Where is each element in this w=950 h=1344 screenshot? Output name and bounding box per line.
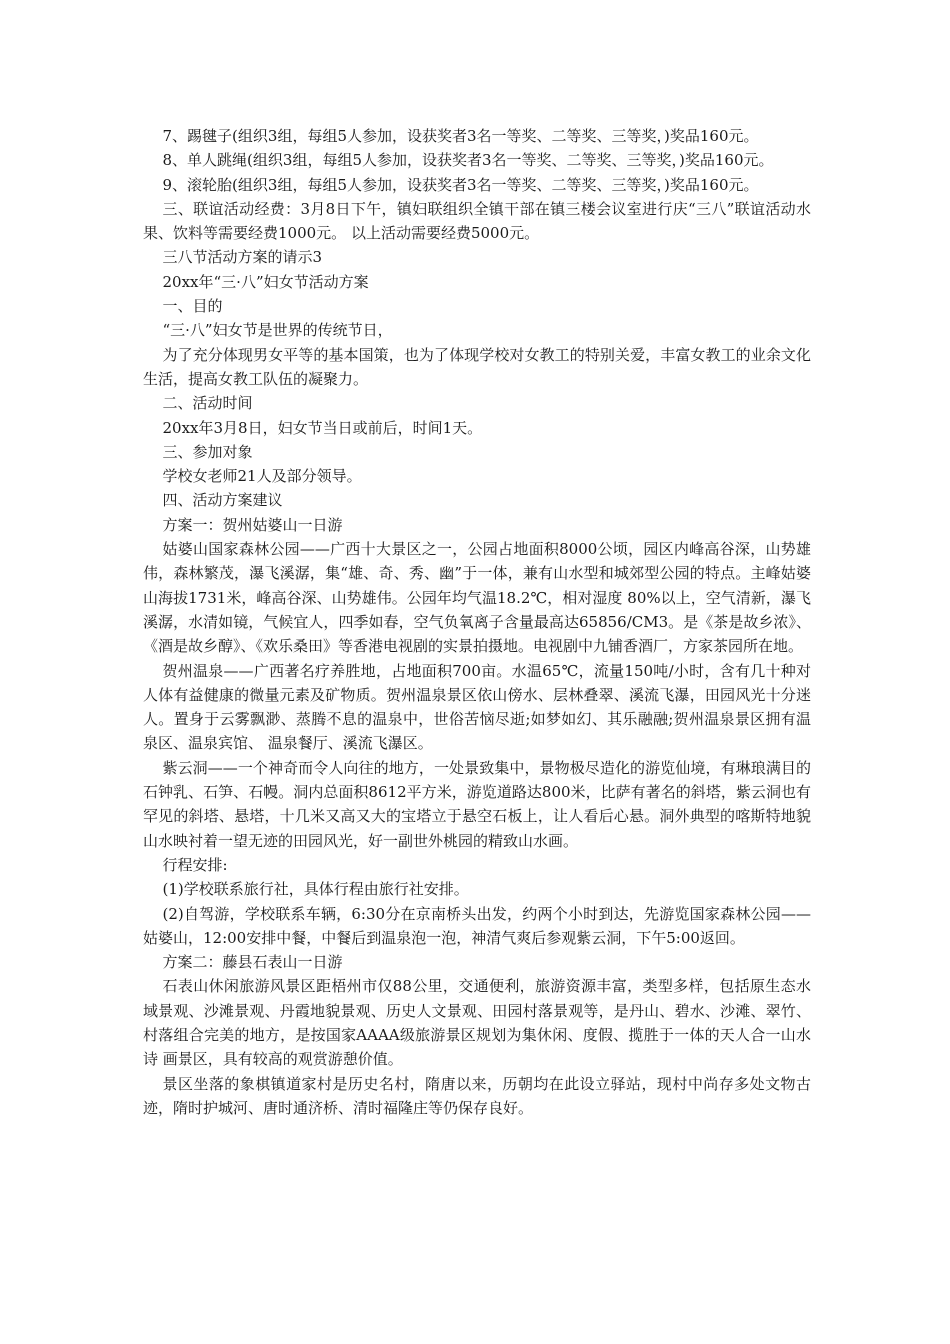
paragraph-item-9-tire-rolling: 9、滚轮胎(组织3组，每组5人参加，设获奖者3名一等奖、二等奖、三等奖，)奖品160元。 xyxy=(162,175,759,194)
section-heading-request-3: 三八节活动方案的请示3 xyxy=(162,248,323,267)
heading-purpose: 一、目的 xyxy=(162,297,223,316)
paragraph-activity-time: 20xx年3月8日，妇女节当日或前后，时间1天。 xyxy=(162,418,483,437)
paragraph-holiday-intro: “三·八”妇女节是世界的传统节日， xyxy=(162,321,393,340)
paragraph-purpose-detail: 为了充分体现男女平等的基本国策，也为了体现学校对女教工的特别关爱，丰富女教工的业余文化生活，提高女教工队伍的凝聚力。 xyxy=(143,345,811,388)
paragraph-daojia-village: 景区坐落的象棋镇道家村是历史名村，隋唐以来，历朝均在此设立驿站，现村中尚存多处文物古迹，隋时护城河、唐时通济桥、清时福隆庄等仍保存良好。 xyxy=(143,1074,811,1117)
heading-plan-two: 方案二：藤县石表山一日游 xyxy=(162,953,343,972)
heading-activity-time: 二、活动时间 xyxy=(162,394,253,413)
paragraph-item-7-jianzi: 7、踢毽子(组织3组，每组5人参加，设获奖者3名一等奖、二等奖、三等奖，)奖品160元。 xyxy=(162,127,759,145)
heading-plan-one: 方案一：贺州姑婆山一日游 xyxy=(162,515,343,534)
heading-itinerary: 行程安排: xyxy=(162,855,228,874)
paragraph-hezhou-hot-spring: 贺州温泉——广西著名疗养胜地，占地面积700亩。水温65℃，流量150吨/小时，含有几十种对人体有益健康的微量元素及矿物质。贺州温泉景区依山傍水、层林叠翠、溪流飞瀑，田园风光十分迷人。置身于云雾飘渺、蒸腾不息的温泉中，世俗苦恼尽逝;如梦如幻、其乐融融;贺州温泉景区拥有温泉区、温泉宾馆、 温泉餐厅、溪流飞瀑区。 xyxy=(143,661,811,753)
paragraph-item-8-jump-rope: 8、单人跳绳(组织3组，每组5人参加，设获奖者3名一等奖、二等奖、三等奖，)奖品160元。 xyxy=(162,151,774,170)
paragraph-participants: 学校女老师21人及部分领导。 xyxy=(162,467,362,486)
paragraph-itinerary-option-2: (2)自驾游，学校联系车辆，6:30分在京南桥头出发，约两个小时到达，先游览国家森林公园——姑婆山，12:00安排中餐，中餐后到温泉泡一泡，神清气爽后参观紫云洞，下午5:00返回。 xyxy=(143,904,811,947)
document-title: 20xx年“三·八”妇女节活动方案 xyxy=(162,272,369,291)
paragraph-guposhan-park: 姑婆山国家森林公园——广西十大景区之一，公园占地面积8000公顷，园区内峰高谷深，山势雄伟，森林繁茂，瀑飞溪潺，集“雄、奇、秀、幽”于一体，兼有山水型和城郊型公园的特点。主峰姑婆山海拔1731米，峰高谷深、山势雄伟。公园年均气温18.2℃，相对湿度 80%以上，空气清新，瀑飞溪潺，水清如镜，气候宜人，四季如春，空气负氧离子含量最高达65856/CM3。是《茶是故乡浓》、《酒是故乡醇》、《欢乐桑田》等香港电视剧的实景拍摄地。电视剧中九铺香酒厂，方家茶园所在地。 xyxy=(143,540,811,656)
paragraph-itinerary-option-1: (1)学校联系旅行社，具体行程由旅行社安排。 xyxy=(162,880,469,899)
heading-participants: 三、参加对象 xyxy=(162,442,253,461)
paragraph-shibiaoshan-scenic-area: 石表山休闲旅游风景区距梧州市仅88公里，交通便利，旅游资源丰富，类型多样，包括原生态水域景观、沙滩景观、丹霞地貌景观、历史人文景观、田园村落景观等，是丹山、碧水、沙滩、翠竹、村落组合完美的地方，是按国家AAAA级旅游景区规划为集休闲、度假、揽胜于一体的天人合一山水诗 画景区，具有较高的观赏游憩价值。 xyxy=(143,977,811,1069)
document-body xyxy=(143,124,811,1120)
heading-plan-suggestions: 四、活动方案建议 xyxy=(162,491,283,510)
paragraph-party-funding: 三、联谊活动经费：3月8日下午，镇妇联组织全镇干部在镇三楼会议室进行庆“三八”联谊活动水果、饮料等需要经费1000元。 以上活动需要经费5000元。 xyxy=(143,199,811,243)
paragraph-ziyun-cave: 紫云洞——一个神奇而令人向往的地方，一处景致集中，景物极尽造化的游览仙境，有琳琅满目的石钟乳、石笋、石幔。洞内总面积8612平方米，游览道路达800米，比萨有著名的斜塔，紫云洞也有罕见的斜塔、悬塔，十几米又高又大的宝塔立于悬空石板上，让人看后心悬。洞外典型的喀斯特地貌山水映衬着一望无迹的田园风光，好一副世外桃园的精致山水画。 xyxy=(143,758,811,850)
